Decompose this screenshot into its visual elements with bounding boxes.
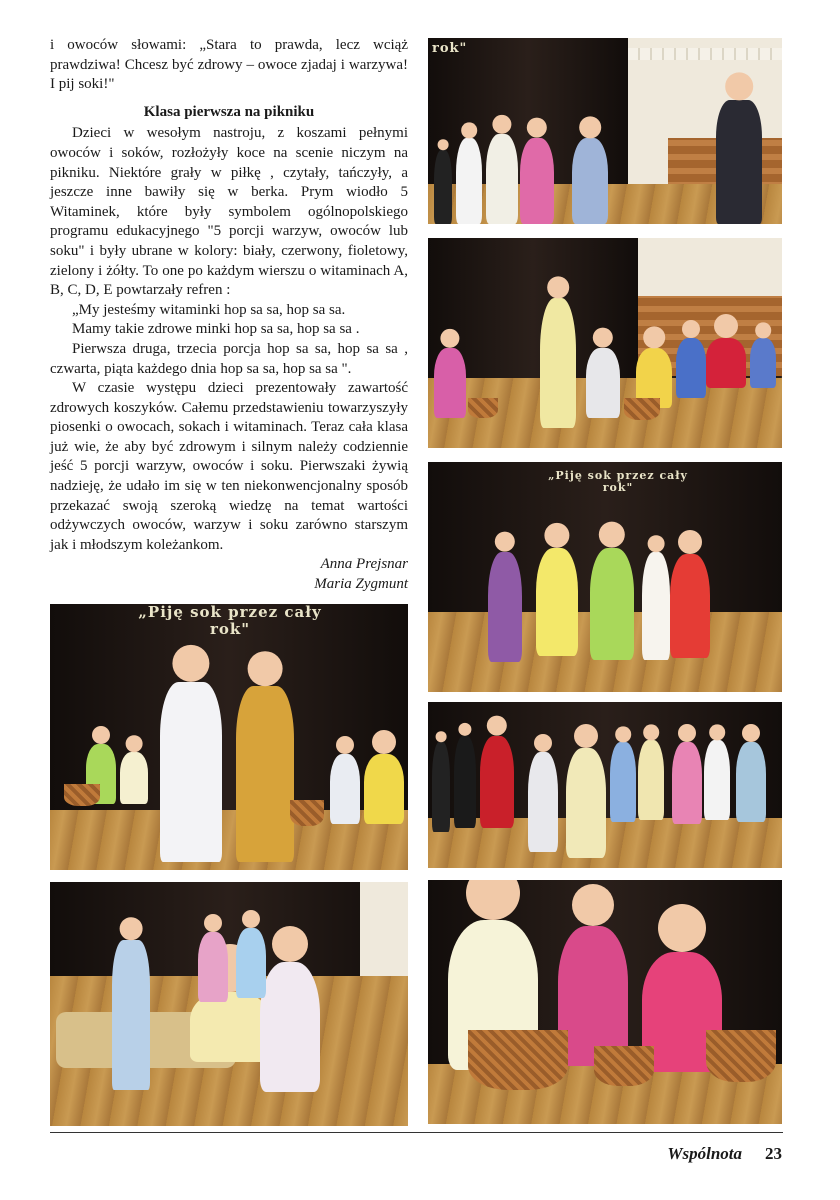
photo-4-banner: „Piję sok przez cały rok"	[138, 604, 322, 638]
paragraph-1: Dzieci w wesołym nastroju, z koszami pełnymi owoców i soków, rozłożyły koce na scenie niczym na pikniku. Niektóre grały w piłkę , czytały, tańczyły, a jeszcze inne bawiły się w berka. Prym wiodło 5 Witaminek, które były symbolem ogólnopolskiego programu edukacyjnego "5 porcji warzyw, owoców lub soku" i były ubrane w kolory: biały, czerwony, fioletowy, zielony i żółty. To one po każdym wierszu o witaminach A, B, C, D, E powtarzały refren :	[50, 125, 408, 299]
author-2: Maria Zygmunt	[314, 576, 408, 593]
publication-title: Wspólnota	[667, 1144, 742, 1163]
photo-girls-with-baskets	[428, 880, 782, 1124]
intro-paragraph: i owoców słowami: „Stara to prawda, lecz wciąż prawdziwa! Chcesz być zdrowy – owoce zjadaj i warzywa! I pij soki!"	[50, 37, 408, 93]
photo-picnic-dancing	[428, 238, 782, 448]
photo-witaminki-dance	[428, 462, 782, 692]
author-1: Anna Prejsnar	[320, 556, 408, 573]
song-line-1: „My jesteśmy witaminki hop sa sa, hop sa sa.	[72, 301, 346, 318]
photo-two-boys-microphone	[50, 604, 408, 870]
photo-costumed-line	[428, 702, 782, 868]
article-text	[50, 36, 408, 595]
song-line-2: Mamy takie zdrowe minki hop sa sa, hop sa sa .	[72, 321, 360, 338]
photo-fairytale-scene	[50, 882, 408, 1126]
song-line-3: Pierwsza druga, trzecia porcja hop sa sa, hop sa sa , czwarta, piąta każdego dnia hop sa sa, hop sa sa ".	[50, 340, 408, 377]
section-heading: Klasa pierwsza na pikniku	[143, 103, 315, 120]
photo-1-banner: rok"	[432, 41, 468, 56]
photo-stage-children-and-speaker	[428, 38, 782, 224]
page-number: 23	[765, 1144, 782, 1163]
photo-3-banner: „Piję sok przez cały rok"	[548, 469, 688, 495]
paragraph-2: W czasie występu dzieci prezentowały zawartość zdrowych koszyków. Całemu przedstawieniu towarzyszyły piosenki o owocach, sokach i witaminach. Teraz cała klasa już wie, że aby być zdrowym i silnym należy codziennie jeść 5 porcji warzyw, owoców i soku. Pierwszaki żywią nadzieję, że udało im się w ten niekonwencjonalny sposób przekazać swoją szeroką wiedzę na temat wartości odżywczych owoców, warzyw i soku zarówno starszym jak i młodszym koleżankom.	[50, 380, 408, 553]
footer-divider	[50, 1132, 783, 1133]
